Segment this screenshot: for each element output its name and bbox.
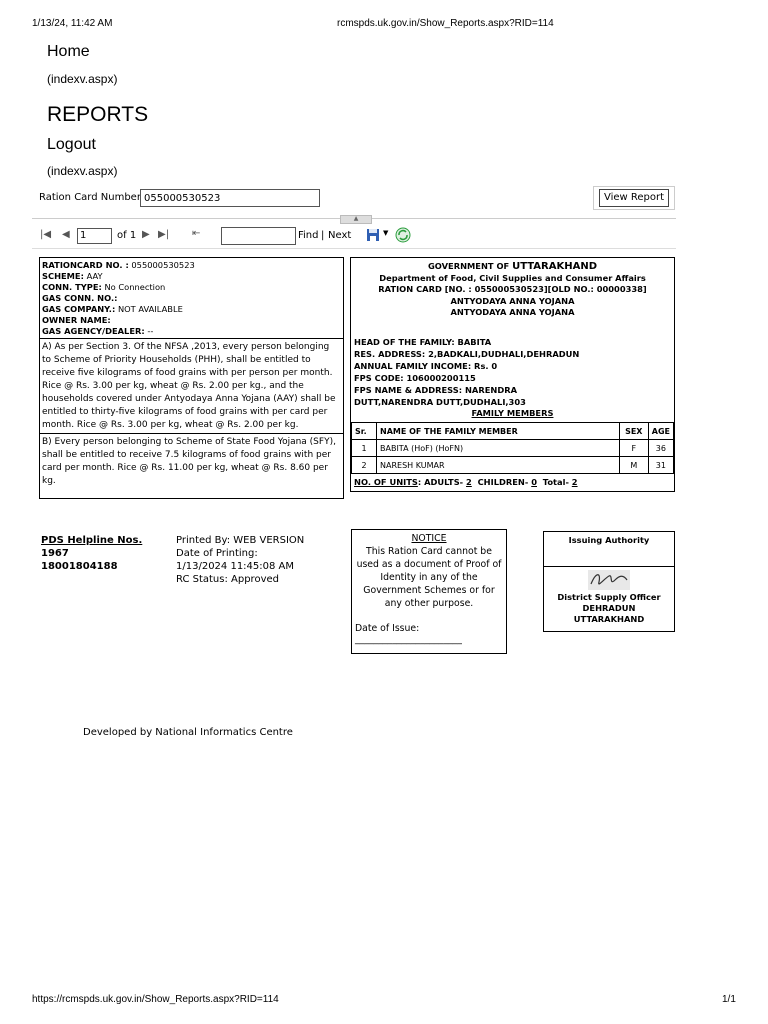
date-of-issue-line: _______________________ xyxy=(355,634,462,645)
export-dropdown-icon[interactable]: ▼ xyxy=(383,229,389,237)
entitlement-paragraph-a: A) As per Section 3. Of the NFSA ,2013, every person belonging to Scheme of Priority Households (PHH), shall be entitled to receive five kilograms of food grains with per person per month. Rice @ Rs. 3.00 per kg, wheat @ Rs. 2.00 per kg., and the households covered under Antyodaya Anna Yojana (AAY) shall be entitled to thirty-five kilograms of food grains with per card per month. Rice @ Rs. 3.00 per kg, wheat @ Rs. 2.00 per kg. xyxy=(42,342,336,430)
conn-type-row: CONN. TYPE: No Connection xyxy=(42,282,166,292)
find-link[interactable]: Find xyxy=(298,230,319,241)
authority-state: UTTARAKHAND xyxy=(573,614,645,624)
residential-address: RES. ADDRESS: 2,BADKALI,DUDHALI,DEHRADUN xyxy=(354,348,580,359)
toolbar-divider xyxy=(32,248,676,249)
entitlement-paragraph-b: B) Every person belonging to Scheme of State Food Yojana (SFY), shall be entitled to receive 7.5 kilograms of food grains with per card per month. Rice @ Rs. 11.00 per kg, wheat @ Rs. 8.60 per kg. xyxy=(42,437,336,486)
first-page-icon[interactable]: |◀ xyxy=(40,229,52,240)
signature-icon xyxy=(587,568,631,592)
nav-logout-url: (indexv.aspx) xyxy=(47,164,118,178)
owner-row: OWNER NAME: xyxy=(42,315,111,325)
gas-conn-row: GAS CONN. NO.: xyxy=(42,293,118,303)
developer-credit: Developed by National Informatics Centre xyxy=(83,727,293,738)
government-heading: GOVERNMENT OF UTTARAKHAND xyxy=(427,261,597,272)
notice-title: NOTICE xyxy=(411,533,447,544)
nav-home-url: (indexv.aspx) xyxy=(47,72,118,86)
agency-row: GAS AGENCY/DEALER: -- xyxy=(42,326,154,336)
helpline-block xyxy=(41,534,142,573)
issuing-authority-title: Issuing Authority xyxy=(544,532,674,567)
ration-card-input[interactable]: 055000530523 xyxy=(140,189,320,207)
issuing-authority-box xyxy=(543,531,675,632)
fps-name-address: FPS NAME & ADDRESS: NARENDRA DUTT,NARENDRA DUTT,DUDHALI,303 xyxy=(354,384,526,407)
export-save-icon[interactable] xyxy=(366,228,380,242)
previous-page-icon[interactable]: ◀ xyxy=(62,229,70,240)
scheme-row: SCHEME: AAY xyxy=(42,271,103,281)
print-footer-url: https://rcmspds.uk.gov.in/Show_Reports.aspx?RID=114 xyxy=(32,994,279,1005)
authority-district: DEHRADUN xyxy=(582,603,636,613)
next-page-icon[interactable]: ▶ xyxy=(142,229,150,240)
date-of-printing-label: Date of Printing: xyxy=(176,548,258,559)
scheme-line-1: ANTYODAYA ANNA YOJANA xyxy=(450,295,575,306)
page-count-text: of 1 xyxy=(117,230,137,241)
collapse-toggle-icon[interactable]: ▲ xyxy=(340,215,372,224)
back-to-parent-icon[interactable]: ⇤ xyxy=(192,228,201,239)
table-row: 2 NARESH KUMAR M 31 xyxy=(352,457,674,474)
department-line: Department of Food, Civil Supplies and Consumer Affairs xyxy=(379,272,646,283)
notice-box xyxy=(351,529,507,654)
printed-by: Printed By: WEB VERSION xyxy=(176,535,305,546)
find-input[interactable] xyxy=(221,227,296,245)
ration-card-number-line: RATION CARD [NO. : 055000530523][OLD NO.: 00000338] xyxy=(378,284,647,294)
date-of-issue-label: Date of Issue: xyxy=(355,623,420,634)
refresh-icon[interactable] xyxy=(395,227,411,243)
authority-designation: District Supply Officer xyxy=(557,592,661,602)
print-page-number: 1/1 xyxy=(722,994,736,1005)
helpline-number: 18001804188 xyxy=(41,561,118,572)
print-info-block xyxy=(176,534,304,586)
annual-income: ANNUAL FAMILY INCOME: Rs. 0 xyxy=(354,360,498,371)
head-of-family: HEAD OF THE FAMILY: BABITA xyxy=(354,336,492,347)
print-url: rcmspds.uk.gov.in/Show_Reports.aspx?RID=114 xyxy=(337,18,554,29)
table-header: NAME OF THE FAMILY MEMBER xyxy=(377,423,620,440)
table-header: SEX xyxy=(619,423,648,440)
date-of-printing-value: 1/13/2024 11:45:08 AM xyxy=(176,561,295,572)
print-datetime: 1/13/24, 11:42 AM xyxy=(32,18,113,29)
find-separator: | xyxy=(321,230,325,241)
notice-body: This Ration Card cannot be used as a document of Proof of Identity in any of the Government Schemes or for any other purpose. xyxy=(356,546,502,609)
nav-home-link[interactable]: Home xyxy=(47,43,90,60)
units-summary: NO. OF UNITS: ADULTS- 2 CHILDREN- 0 Total- 2 xyxy=(354,477,578,487)
nav-logout-link[interactable]: Logout xyxy=(47,136,96,153)
ration-card-left-panel xyxy=(39,257,344,499)
family-members-title: FAMILY MEMBERS xyxy=(471,408,554,418)
rationcard-row: RATIONCARD NO. : 055000530523 xyxy=(42,260,195,270)
table-header: AGE xyxy=(648,423,673,440)
view-report-button[interactable]: View Report xyxy=(599,189,669,207)
family-members-table xyxy=(351,422,674,474)
fps-code: FPS CODE: 106000200115 xyxy=(354,372,476,383)
table-header: Sr. xyxy=(352,423,377,440)
helpline-number: 1967 xyxy=(41,548,69,559)
last-page-icon[interactable]: ▶| xyxy=(158,229,170,240)
table-row: 1 BABITA (HoF) (HoFN) F 36 xyxy=(352,440,674,457)
scheme-line-2: ANTYODAYA ANNA YOJANA xyxy=(450,307,575,317)
page-number-input[interactable]: 1 xyxy=(77,228,112,244)
find-next-link[interactable]: Next xyxy=(328,230,352,241)
gas-company-row: GAS COMPANY.: NOT AVAILABLE xyxy=(42,304,183,314)
rc-status: RC Status: Approved xyxy=(176,574,279,585)
ration-card-right-panel xyxy=(350,257,675,492)
ration-card-label: Ration Card Number xyxy=(39,192,141,203)
nav-reports-link[interactable]: REPORTS xyxy=(47,103,149,126)
helpline-title: PDS Helpline Nos. xyxy=(41,535,143,546)
